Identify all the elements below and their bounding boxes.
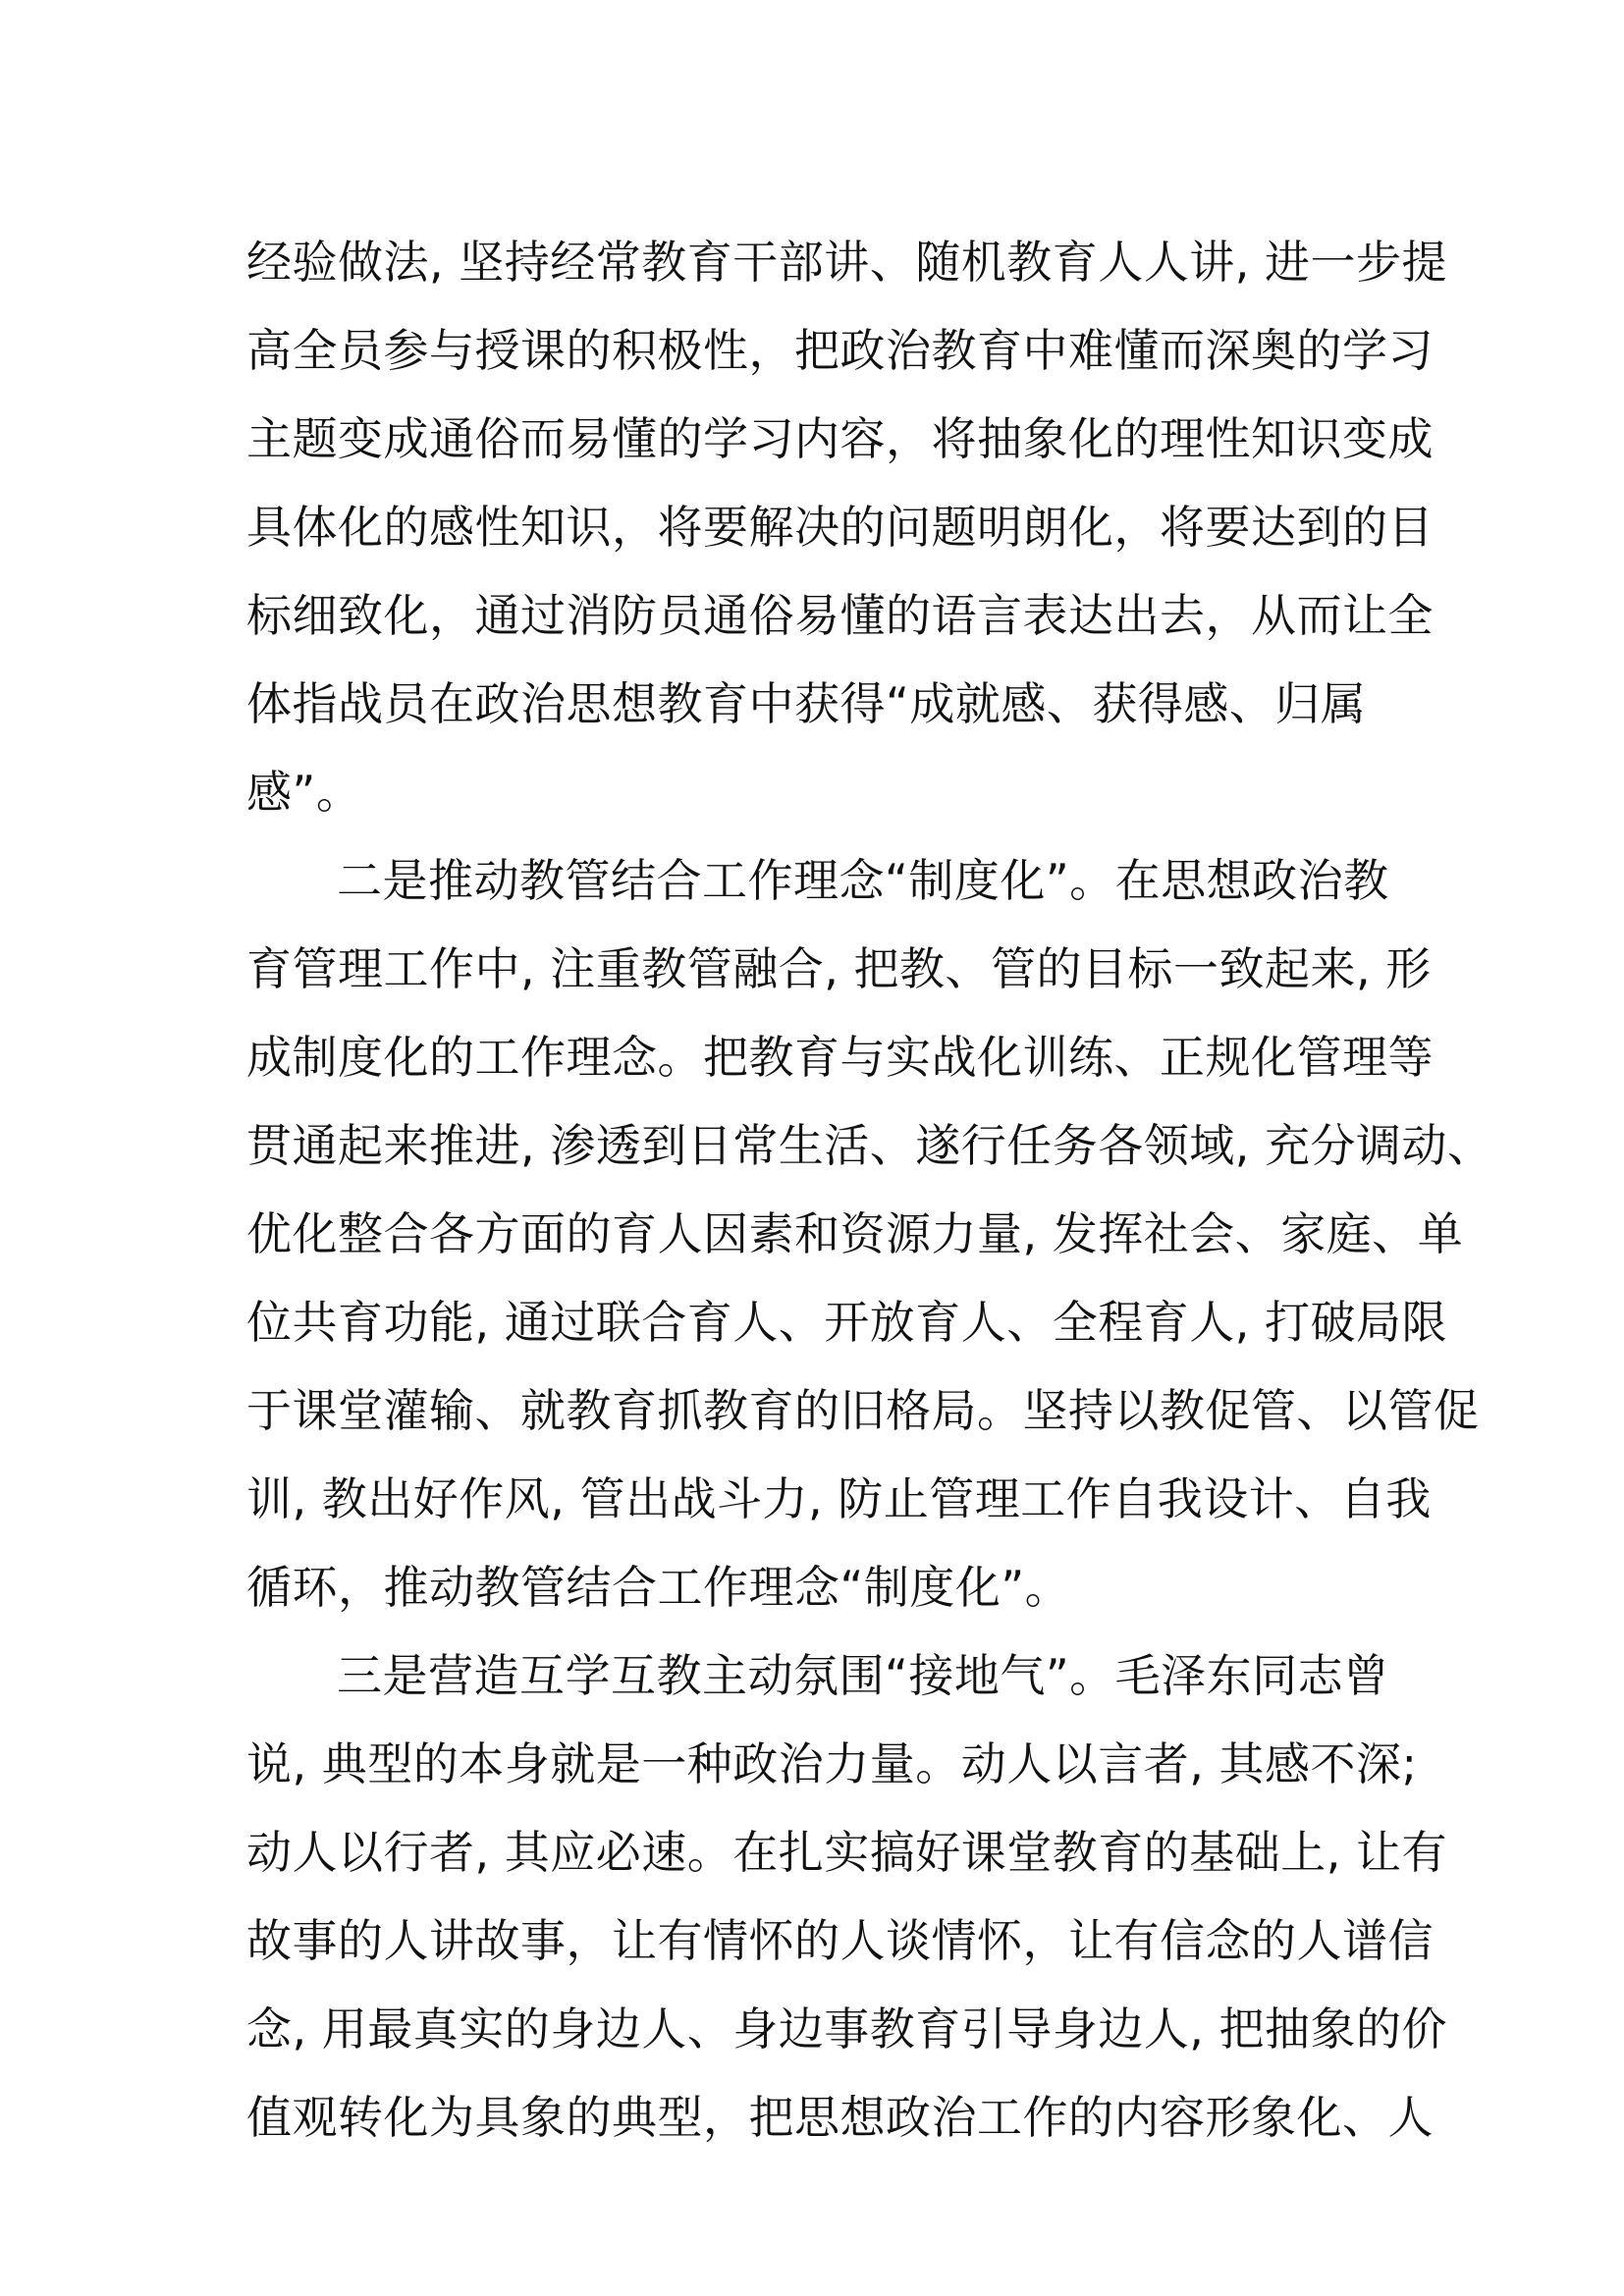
text-line: 优化整合各方面的育人因素和资源力量, 发挥社会、家庭、单 xyxy=(246,1207,1464,1260)
text-line: 于课堂灌输、就教育抓教育的旧格局。坚持以教促管、以管促 xyxy=(246,1384,1480,1437)
text-line: 训, 教出好作风, 管出战斗力, 防止管理工作自我设计、自我 xyxy=(246,1472,1432,1525)
text-line: 故事的人讲故事，让有情怀的人谈情怀，让有信念的人谱信 xyxy=(246,1914,1434,1967)
text-line: 位共育功能, 通过联合育人、开放育人、全程育人, 打破局限 xyxy=(246,1296,1447,1349)
text-line: 动人以行者, 其应必速。在扎实搞好课堂教育的基础上, 让有 xyxy=(246,1826,1447,1879)
text-line: 值观转化为具象的典型，把思想政治工作的内容形象化、人 xyxy=(246,2091,1434,2144)
paragraph-start-line: 二是推动教管结合工作理念“制度化”。在思想政治教 xyxy=(337,854,1389,907)
text-line: 标细致化，通过消防员通俗易懂的语言表达出去，从而让全 xyxy=(246,589,1434,642)
text-line: 贯通起来推进, 渗透到日常生活、遂行任务各领域, 充分调动、 xyxy=(246,1119,1493,1172)
text-line: 说, 典型的本身就是一种政治力量。动人以言者, 其感不深; xyxy=(246,1737,1418,1790)
text-line: 高全员参与授课的积极性，把政治教育中难懂而深奥的学习 xyxy=(246,324,1434,377)
text-line: 感”。 xyxy=(246,766,362,819)
text-line: 经验做法, 坚持经常教育干部讲、随机教育人人讲, 进一步提 xyxy=(246,236,1447,289)
text-line: 念, 用最真实的身边人、身边事教育引导身边人, 把抽象的价 xyxy=(246,2002,1447,2056)
text-line: 体指战员在政治思想教育中获得“成就感、获得感、归属 xyxy=(246,677,1367,730)
paragraph-start-line: 三是营造互学互教主动氛围“接地气”。毛泽东同志曾 xyxy=(337,1649,1389,1702)
text-line: 成制度化的工作理念。把教育与实战化训练、正规化管理等 xyxy=(246,1031,1434,1084)
text-line: 育管理工作中, 注重教管融合, 把教、管的目标一致起来, 形 xyxy=(246,942,1432,995)
text-line: 循环，推动教管结合工作理念“制度化”。 xyxy=(246,1561,1071,1614)
text-line: 主题变成通俗而易懂的学习内容，将抽象化的理性知识变成 xyxy=(246,412,1434,465)
body-text xyxy=(246,218,1493,2162)
text-line: 具体化的感性知识，将要解决的问题明朗化，将要达到的目 xyxy=(246,501,1434,554)
